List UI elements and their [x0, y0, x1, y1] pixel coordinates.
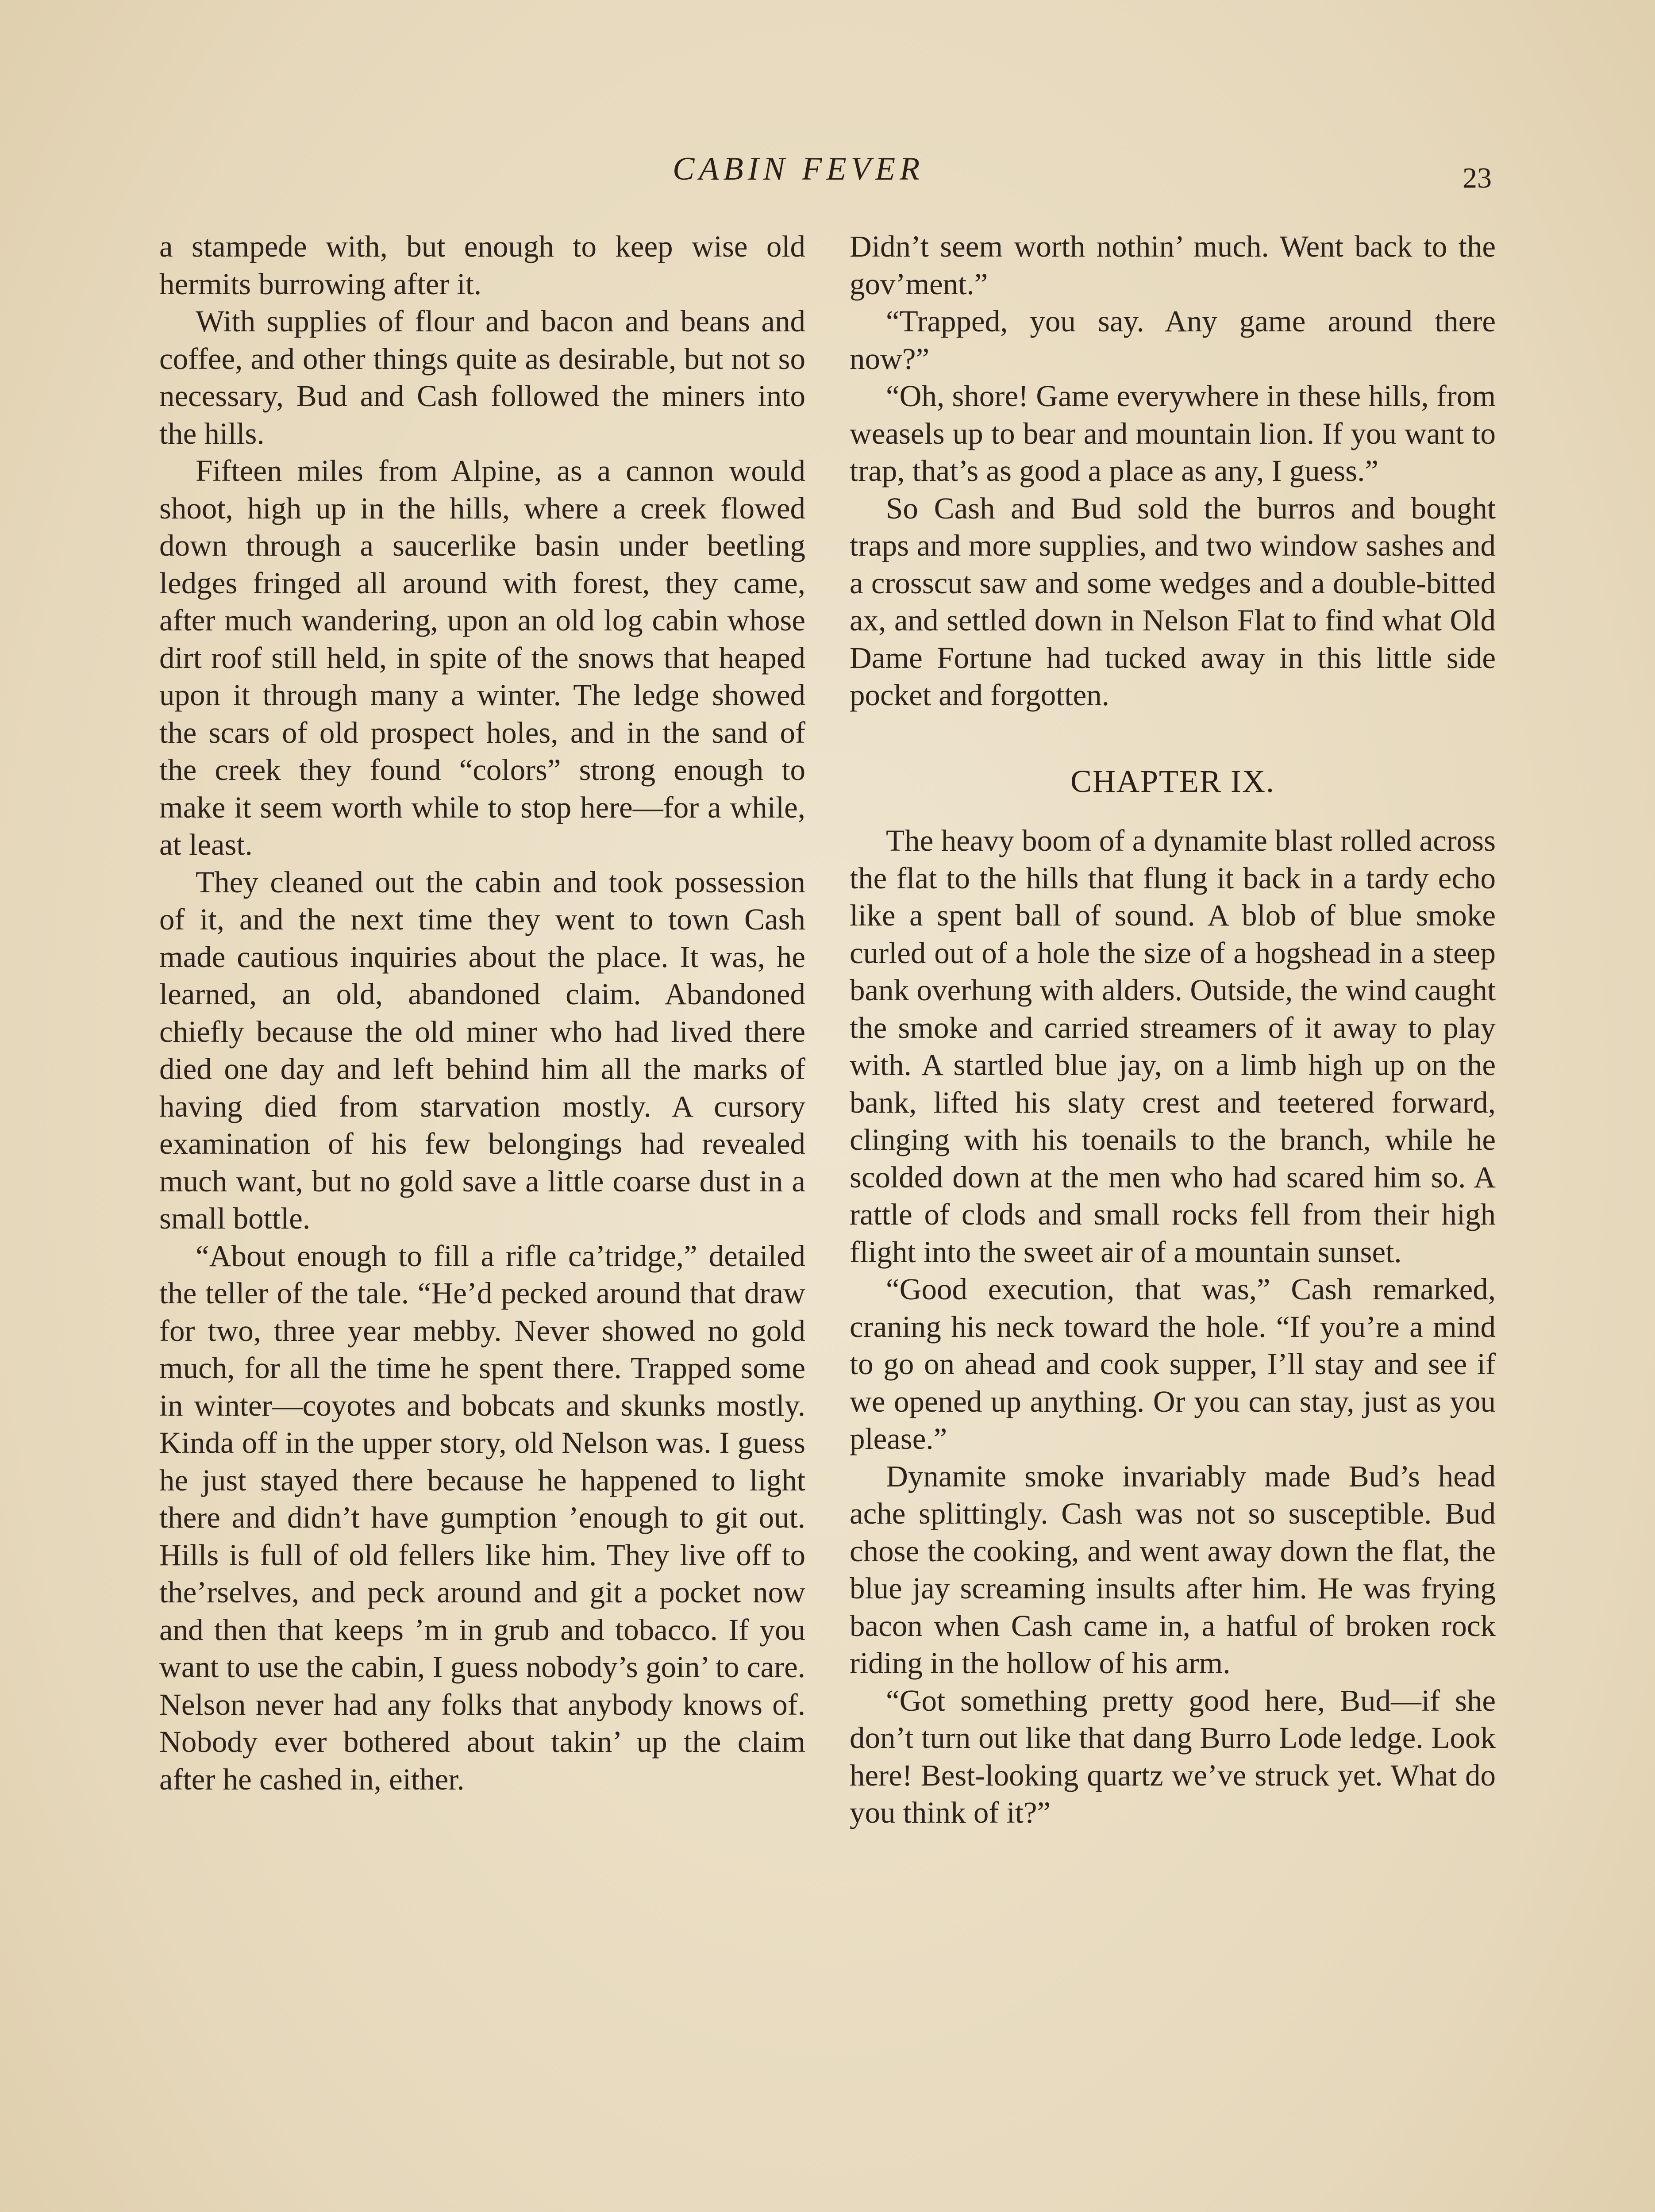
paragraph: So Cash and Bud sold the burros and bought traps and more supplies, and two window sashes and a crosscut saw and some wedges and a double-bitted ax, and settled down in Nelson Flat to find what Old Dame Fortune had tucked away in this little side pocket and forgotten. — [850, 491, 1496, 712]
paragraph: “Trapped, you say. Any game around there now?” — [850, 304, 1496, 376]
paragraph: a stampede with, but enough to keep wise old hermits burrowing after it. — [159, 230, 805, 301]
paragraph: “Good execution, that was,” Cash remarked, craning his neck toward the hole. “If you’re a mind to go on ahead and cook supper, I’ll stay and see if we opened up anything. Or you can stay, just as you please.” — [850, 1272, 1496, 1455]
paragraph: “Oh, shore! Game everywhere in these hills, from weasels up to bear and mountain lion. If you want to trap, that’s as good a place as any, I guess.” — [850, 379, 1496, 488]
paragraph: With supplies of flour and bacon and beans and coffee, and other things quite as desirable, but not so necessary, Bud and Cash followed the miners into the hills. — [159, 304, 805, 450]
left-column — [159, 228, 805, 1798]
paragraph: They cleaned out the cabin and took possession of it, and the next time they went to town Cash made cautious inquiries about the place. It was, he learned, an old, abandoned claim. Abandoned chiefly because the old miner who had lived there died one day and left behind him all the marks of having died from starvation mostly. A cursory examination of his few belongings had revealed much want, but no gold save a little coarse dust in a small bottle. — [159, 865, 805, 1235]
paragraph: Dynamite smoke invariably made Bud’s head ache splittingly. Cash was not so susceptible. Bud chose the cooking, and went away down the flat, the blue jay screaming insults after him. He was frying bacon when Cash came in, a hatful of broken rock riding in the hollow of his arm. — [850, 1459, 1496, 1680]
page-number: 23 — [1463, 162, 1492, 194]
paragraph: Didn’t seem worth nothin’ much. Went back to the gov’ment.” — [850, 230, 1496, 301]
paragraph: “Got something pretty good here, Bud—if she don’t turn out like that dang Burro Lode ledge. Look here! Best-looking quartz we’ve struck yet. What do you think of it?” — [850, 1683, 1496, 1829]
right-column — [850, 228, 1496, 1832]
chapter-heading: CHAPTER IX. — [1070, 763, 1275, 799]
paragraph: Fifteen miles from Alpine, as a cannon would shoot, high up in the hills, where a creek flowed down through a saucerlike basin under beetling ledges fringed all around with forest, they came, after much wandering, upon an old log cabin whose dirt roof still held, in spite of the snows that heaped upon it through many a winter. The ledge showed the scars of old prospect holes, and in the sand of the creek they found “colors” strong enough to make it seem worth while to stop here—for a while, at least. — [159, 454, 805, 861]
paragraph: The heavy boom of a dynamite blast rolled across the flat to the hills that flung it back in a tardy echo like a spent ball of sound. A blob of blue smoke curled out of a hole the size of a hogshead in a steep bank overhung with alders. Outside, the wind caught the smoke and carried streamers of it away to play with. A startled blue jay, on a limb high up on the bank, lifted his slaty crest and teetered forward, clinging with his toenails to the branch, while he scolded down at the men who had scared him so. A rattle of clods and small rocks fell from their high flight into the sweet air of a mountain sunset. — [850, 824, 1496, 1269]
paragraph: “About enough to fill a rifle ca’tridge,” detailed the teller of the tale. “He’d pecked around that draw for two, three year mebby. Never showed no gold much, for all the time he spent there. Trapped some in winter—coyotes and bobcats and skunks mostly. Kinda off in the upper story, old Nelson was. I guess he just stayed there because he happened to light there and didn’t have gumption ’enough to git out. Hills is full of old fellers like him. They live off to the’rselves, and peck around and git a pocket now and then that keeps ’m in grub and tobacco. If you want to use the cabin, I guess nobody’s goin’ to care. Nelson never had any folks that anybody knows of. Nobody ever bothered about takin’ up the claim after he cashed in, either. — [159, 1239, 805, 1796]
running-head: CABIN FEVER — [673, 151, 924, 187]
